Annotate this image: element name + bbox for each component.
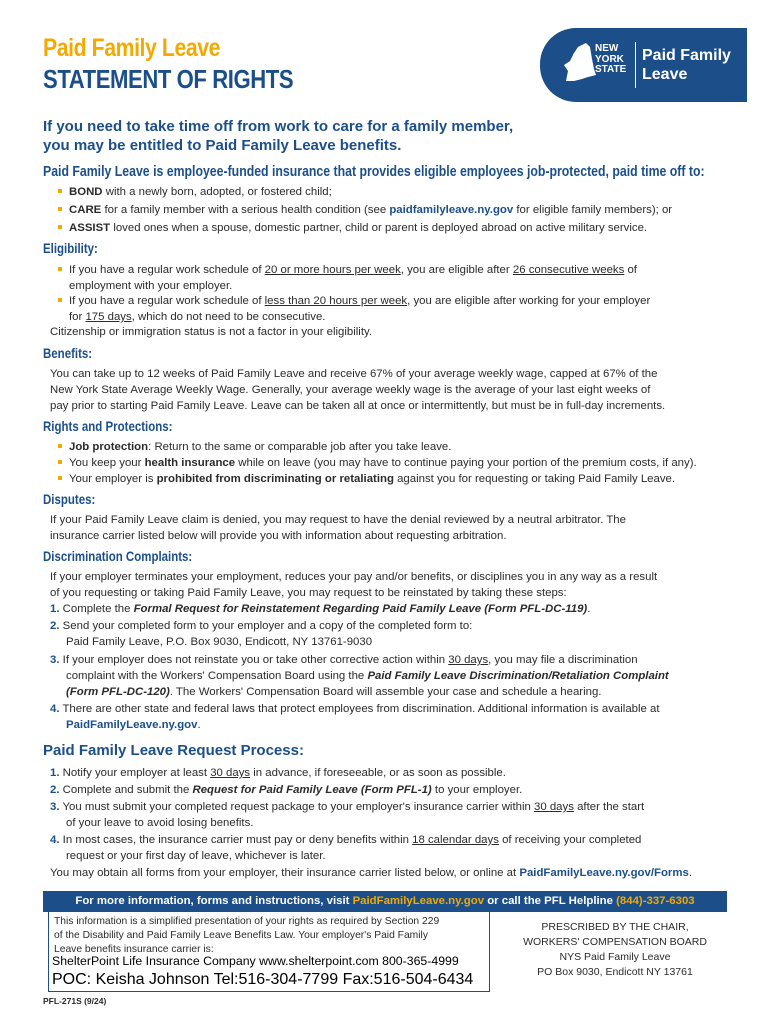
logo-divider [635,42,636,88]
heading-disputes: Disputes: [43,491,96,507]
helpline-phone[interactable]: (844)-337-6303 [616,895,695,907]
benefits-line-2: New York State Average Weekly Wage. Generally, your average weekly wage is the average of your last eight weeks of [50,384,651,396]
list-item-bond: BOND with a newly born, adopted, or fostered child; [58,184,332,200]
form-id: PFL-271S (9/24) [43,996,107,1006]
discrimination-step-1: 1. Complete the Formal Request for Reinstatement Regarding Paid Family Leave (Form PFL-DC-119). [50,603,591,615]
nys-pfl-logo [540,28,747,102]
pfl-link[interactable]: paidfamilyleave.ny.gov [389,204,514,216]
eligibility-item-1: If you have a regular work schedule of 20 or more hours per week, you are eligible after 26 consecutive weeks of [58,262,637,278]
simplified-line-2: of the Disability and Paid Family Leave Benefits Law. Your employer's Paid Family [54,930,428,941]
simplified-line-1: This information is a simplified presentation of your rights as required by Section 229 [54,916,440,927]
poc-field[interactable]: POC: Keisha Johnson Tel:516-304-7799 Fax:516-504-6434 [52,971,474,988]
title-paid-family-leave: Paid Family Leave [43,34,221,62]
logo-state-text: NEW YORK STATE [595,43,627,75]
logo-program-text: Paid Family Leave [642,47,731,83]
discrimination-step-3: 3. If your employer does not reinstate you or take other corrective action within 30 days, you may file a discrimination [50,654,638,666]
bullet-icon [58,298,62,302]
intro-subhead: Paid Family Leave is employee-funded insurance that provides eligible employees job-protected, paid time off to: [43,163,705,180]
new-york-state-map-icon [562,41,598,85]
discrimination-line-2: of you requesting or taking Paid Family Leave, you may request to be reinstated by taking these steps: [50,587,567,599]
discrimination-step-2-address: Paid Family Leave, P.O. Box 9030, Endicott, NY 13761-9030 [66,636,373,648]
discrimination-line-1: If your employer terminates your employment, reduces your pay and/or benefits, or disciplines you in any way as a result [50,571,658,583]
eligibility-item-2-cont: for 175 days, which do not need to be consecutive. [69,311,326,323]
info-banner: For more information, forms and instructions, visit PaidFamilyLeave.ny.gov or call the PFL Helpline (844)-337-6303 [43,891,727,912]
request-step-2: 2. Complete and submit the Request for Paid Family Leave (Form PFL-1) to your employer. [50,784,523,796]
bullet-icon [58,189,62,193]
heading-benefits: Benefits: [43,345,93,361]
simplified-line-3: Leave benefits insurance carrier is: [54,944,214,955]
list-item-assist: ASSIST loved ones when a spouse, domestic partner, child or parent is deployed abroad on active military service. [58,220,647,236]
benefits-line-3: pay prior to starting Paid Family Leave. Leave can be taken all at once or intermittently, but must be in full-day increments. [50,400,666,412]
discrimination-step-3-cont2: (Form PFL-DC-120). The Workers' Compensation Board will assemble your case and schedule a hearing. [66,686,602,698]
bullet-icon [58,267,62,271]
request-step-4: 4. In most cases, the insurance carrier must pay or deny benefits within 18 calendar days of receiving your completed [50,834,642,846]
disputes-line-1: If your Paid Family Leave claim is denied, you may request to have the denial reviewed by a neutral arbitrator. The [50,514,626,526]
discrimination-step-3-cont: complaint with the Workers' Compensation Board using the Paid Family Leave Discrimination/Retaliation Complaint [66,670,669,682]
rights-item-3: Your employer is prohibited from discriminating or retaliating against you for requesting or taking Paid Family Leave. [58,471,675,487]
pfl-link[interactable]: PaidFamilyLeave.ny.gov [66,719,198,731]
intro-headline: If you need to take time off from work to care for a family member, you may be entitled to Paid Family Leave benefits. [43,118,514,154]
heading-eligibility: Eligibility: [43,240,98,256]
bullet-icon [58,460,62,464]
rights-item-1: Job protection: Return to the same or comparable job after you take leave. [58,439,451,455]
bullet-icon [58,476,62,480]
heading-discrimination: Discrimination Complaints: [43,548,193,564]
pfl-forms-link[interactable]: PaidFamilyLeave.ny.gov/Forms [519,867,689,879]
request-forms-note: You may obtain all forms from your employer, their insurance carrier listed below, or online at PaidFamilyLeave.ny.gov/Forms. [50,867,692,879]
disputes-line-2: insurance carrier listed below will provide you with information about requesting arbitration. [50,530,507,542]
eligibility-item-1-cont: employment with your employer. [69,280,233,292]
discrimination-step-2: 2. Send your completed form to your employer and a copy of the completed form to: [50,620,473,632]
prescribed-by: PRESCRIBED BY THE CHAIR, WORKERS' COMPENSATION BOARD NYS Paid Family Leave PO Box 9030, Endicott NY 13761 [523,921,707,978]
bullet-icon [58,444,62,448]
request-step-1: 1. Notify your employer at least 30 days in advance, if foreseeable, or as soon as possible. [50,767,506,779]
bullet-icon [58,225,62,229]
eligibility-item-2: If you have a regular work schedule of less than 20 hours per week, you are eligible after working for your employer [58,293,650,309]
bullet-icon [58,207,62,211]
discrimination-step-4-cont: PaidFamilyLeave.ny.gov. [66,719,201,731]
discrimination-step-4: 4. There are other state and federal laws that protect employees from discrimination. Additional information is available at [50,703,660,715]
eligibility-note: Citizenship or immigration status is not a factor in your eligibility. [50,326,373,338]
carrier-field[interactable]: ShelterPoint Life Insurance Company www.shelterpoint.com 800-365-4999 [52,954,459,968]
request-step-4-cont: request or your first day of leave, whichever is later. [66,850,326,862]
title-statement-of-rights: STATEMENT OF RIGHTS [43,64,294,94]
request-step-3: 3. You must submit your completed request package to your employer's insurance carrier within 30 days after the start [50,801,645,813]
heading-request-process: Paid Family Leave Request Process: [43,742,304,759]
pfl-link[interactable]: PaidFamilyLeave.ny.gov [352,895,485,907]
request-step-3-cont: of your leave to avoid losing benefits. [66,817,254,829]
benefits-line-1: You can take up to 12 weeks of Paid Family Leave and receive 67% of your average weekly wage, capped at 67% of the [50,368,658,380]
heading-rights: Rights and Protections: [43,418,173,434]
rights-item-2: You keep your health insurance while on leave (you may have to continue paying your portion of the premium costs, if any). [58,455,697,471]
list-item-care: CARE for a family member with a serious health condition (see paidfamilyleave.ny.gov for eligible family members); or [58,202,672,218]
